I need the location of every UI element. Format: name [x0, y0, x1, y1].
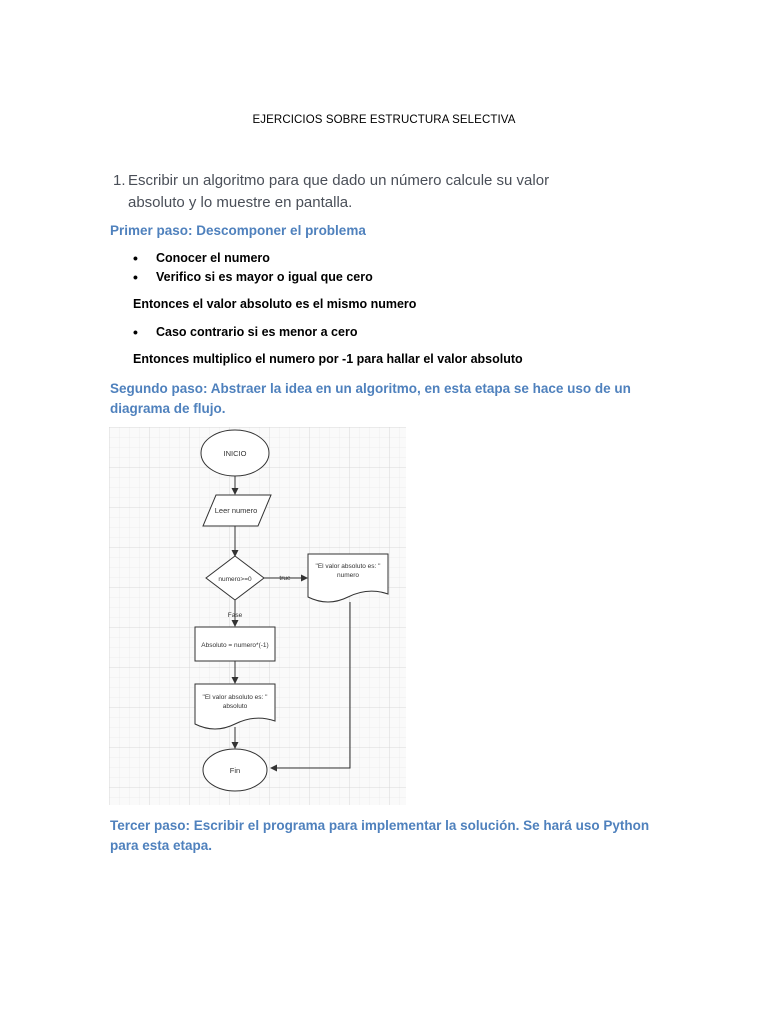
problem-line-2: absoluto y lo muestre en pantalla.	[128, 194, 353, 211]
bullet-text: Conocer el numero	[156, 251, 270, 265]
grid-lines	[109, 427, 406, 805]
step2-heading	[110, 379, 650, 419]
flowchart-diagram	[109, 427, 406, 805]
output-false-label-line-2: absoluto	[222, 703, 248, 710]
problem-statement	[113, 170, 573, 214]
false-branch-label: Fase	[227, 612, 243, 619]
bullet-text: Caso contrario si es menor a cero	[156, 325, 358, 339]
end-terminal-label: Fin	[229, 766, 241, 775]
step2-heading-line-2: diagrama de flujo.	[110, 401, 226, 416]
step3-heading	[110, 816, 650, 856]
paragraph-same-value: Entonces el valor absoluto es el mismo numero	[133, 297, 417, 311]
input-label: Leer numero	[214, 506, 258, 515]
output-true-label-line-1: "El valor absoluto es: "	[315, 563, 381, 570]
step2-heading-line-1: Segundo paso: Abstraer la idea en un algoritmo, en esta etapa se hace uso de un	[110, 381, 631, 396]
output-false-label-line-1: "El valor absoluto es: "	[202, 694, 268, 701]
true-branch-label: true	[279, 575, 291, 582]
decision-label: numero>=0	[218, 576, 252, 583]
bullet-icon: •	[133, 269, 138, 285]
problem-line-1: Escribir un algoritmo para que dado un número calcule su valor	[128, 172, 550, 189]
start-terminal-label: INICIO	[223, 449, 247, 458]
problem-number: 1.	[113, 172, 126, 189]
bullet-icon: •	[133, 250, 138, 266]
step3-heading-line-2: para esta etapa.	[110, 838, 213, 853]
bullet-icon: •	[133, 324, 138, 340]
paragraph-multiply: Entonces multiplico el numero por -1 para hallar el valor absoluto	[133, 352, 523, 366]
bullet-text: Verifico si es mayor o igual que cero	[156, 270, 373, 284]
document-title: EJERCICIOS SOBRE ESTRUCTURA SELECTIVA	[252, 114, 516, 126]
process-label: Absoluto = numero*(-1)	[201, 642, 269, 649]
step3-heading-line-1: Tercer paso: Escribir el programa para implementar la solución. Se hará uso Python	[110, 818, 650, 833]
step1-heading: Primer paso: Descomponer el problema	[110, 223, 366, 238]
output-true-label-line-2: numero	[336, 572, 360, 579]
